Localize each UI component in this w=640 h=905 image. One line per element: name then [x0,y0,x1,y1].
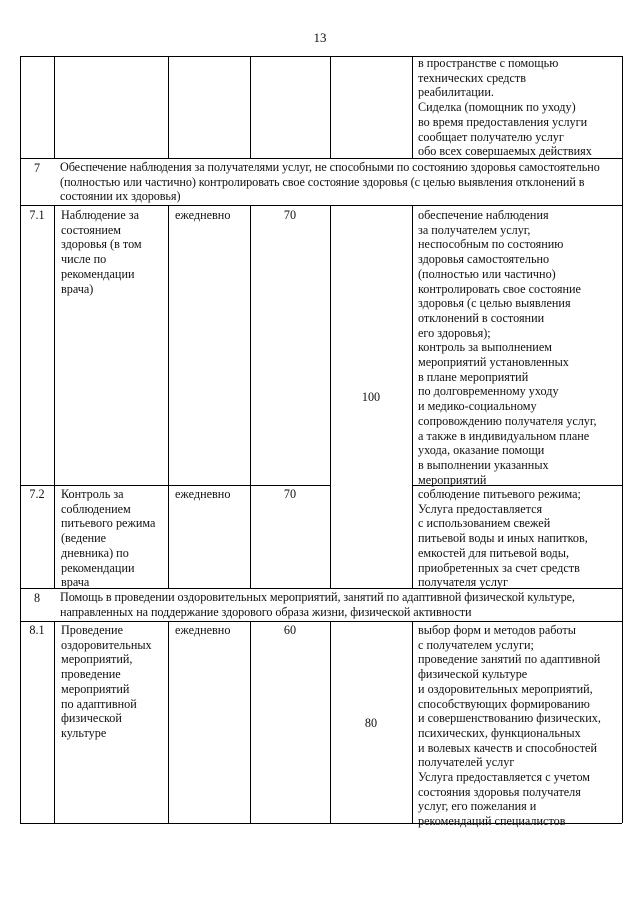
section-number: 8 [33,591,41,605]
col-divider [168,621,169,823]
item-frequency: ежедневно [175,623,231,637]
item-description: выбор форм и методов работы с получателем услуги; проведение занятий по адаптивной физической культуре и оздоровительных мероприятий, способствующих формированию и совершенствованию физических, психических, функциональных и волевых качеств и способностей получателей услуг Услуга предоставляется с учетом состояния здоровья получателя услуг, его пожелания и рекомендаций специалистов [418,623,601,829]
item-name: Контроль за соблюдением питьевого режима (ведение дневника) по рекомендации врача [61,487,156,590]
col-divider [412,621,413,823]
col-divider [54,621,55,823]
row-divider [20,205,622,206]
item-number: 7.1 [29,208,45,222]
col-divider [54,205,55,588]
shared-value: 100 [361,390,381,404]
col-divider [412,56,413,158]
section-title: Помощь в проведении оздоровительных мероприятий, занятий по адаптивной физической культуре, направленных на поддержание здорового образа жизни, физической активности [60,590,575,619]
col-divider [250,621,251,823]
row-divider [20,621,622,622]
item-value: 70 [283,208,297,222]
item-value: 70 [283,487,297,501]
section-number: 7 [33,161,41,175]
row-divider [20,485,330,486]
item-value: 60 [283,623,297,637]
col-divider [412,205,413,588]
item-description: обеспечение наблюдения за получателем услуг, неспособным по состоянию здоровья самостоятельно (полностью или частично) контролировать свое состояние здоровья (с целью выявления отклонений в состоянии его здоровья); контроль за выполнением мероприятий установленных в плане мероприятий по долговременному уходу и медико-социальному сопровождению получателя услуг, а также в индивидуальном плане ухода, оказание помощи в выполнении указанных мероприятий [418,208,597,487]
item-description: соблюдение питьевого режима; Услуга предоставляется с использованием свежей питьевой воды и иных напитков, емкостей для питьевой воды, приобретенных за счет средств получателя услуг [418,487,588,590]
col-divider [330,56,331,158]
shared-value: 80 [364,716,378,730]
col-divider [250,205,251,588]
item-name: Проведение оздоровительных мероприятий, проведение мероприятий по адаптивной физической культуре [61,623,152,740]
item-number: 7.2 [29,487,45,501]
col-divider [168,205,169,588]
col-divider [168,56,169,158]
section-title: Обеспечение наблюдения за получателями услуг, не способными по состоянию здоровья самостоятельно (полностью или частично) контролировать свое состояние здоровья (с целью выявления отклонений в состоянии их здоровья) [60,160,600,204]
col-divider [250,56,251,158]
page-number: 13 [313,30,327,45]
continued-description: в пространстве с помощью технических средств реабилитации. Сиделка (помощник по уходу) во время предоставления услуги сообщает получателю услуг обо всех совершаемых действиях [418,56,592,159]
table-right-border [622,56,623,823]
item-frequency: ежедневно [175,487,231,501]
item-number: 8.1 [29,623,45,637]
item-frequency: ежедневно [175,208,231,222]
item-name: Наблюдение за состоянием здоровья (в том числе по рекомендации врача) [61,208,142,296]
col-divider [54,56,55,158]
